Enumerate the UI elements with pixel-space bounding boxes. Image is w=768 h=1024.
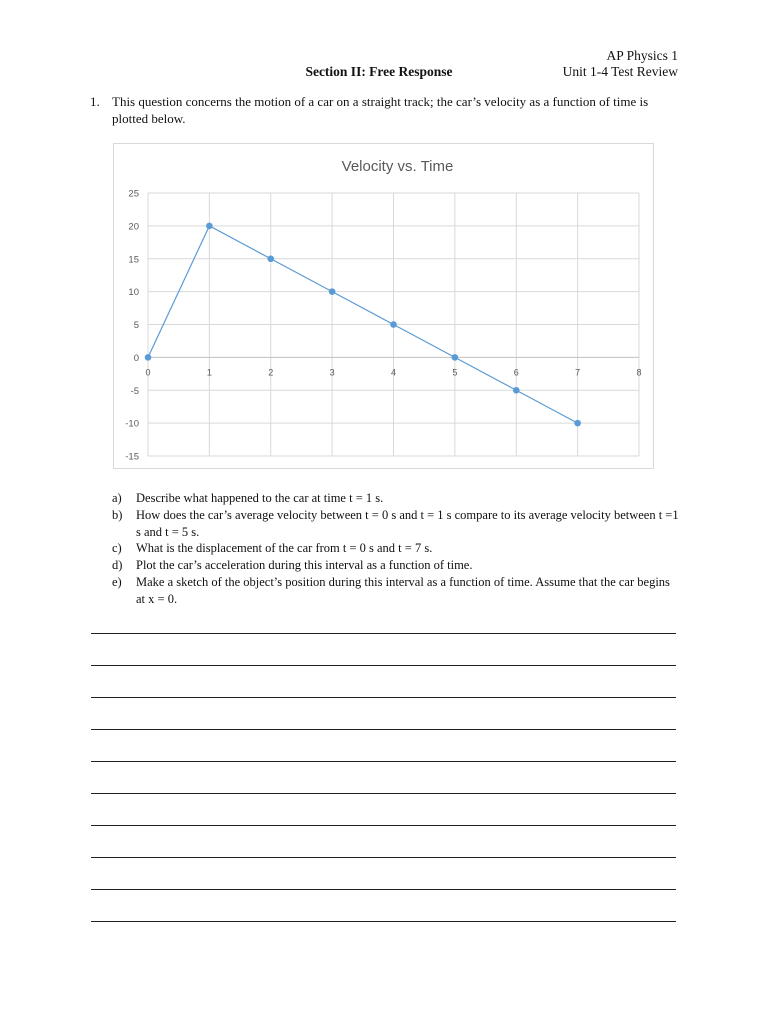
sub-question-text: Plot the car’s acceleration during this interval as a function of time. (136, 558, 473, 573)
sub-question-letter: d) (112, 558, 123, 573)
sub-question-letter: b) (112, 507, 123, 522)
unit-name: Unit 1-4 Test Review (562, 64, 678, 79)
data-point (267, 255, 274, 262)
chart-title: Velocity vs. Time (341, 158, 454, 175)
y-tick-label: 5 (133, 320, 139, 331)
x-tick-label: 6 (513, 367, 519, 378)
answer-line[interactable] (91, 729, 676, 730)
sub-question-text: What is the displacement of the car from t = 0 s and t = 7 s. (136, 541, 433, 556)
x-tick-label: 1 (206, 367, 212, 378)
velocity-chart (113, 143, 654, 469)
y-tick-label: 10 (128, 287, 139, 299)
answer-line[interactable] (91, 889, 676, 890)
answer-line[interactable] (91, 921, 676, 922)
sub-question-2 (112, 507, 682, 541)
sub-question-letter: c) (112, 541, 122, 556)
answer-line[interactable] (91, 697, 676, 698)
sub-question-text: How does the car’s average velocity between t = 0 s and t = 1 s compare to its average velocity between t =1 s and t = 5 s. (136, 507, 679, 539)
sub-question-letter: e) (112, 574, 122, 589)
sub-question-1 (112, 490, 682, 507)
answer-line[interactable] (91, 665, 676, 666)
sub-question-letter: a) (112, 491, 122, 505)
x-tick-label: 4 (390, 367, 397, 378)
y-tick-label: 0 (133, 352, 139, 364)
sub-question-text: Describe what happened to the car at time t = 1 s. (136, 491, 384, 505)
data-point (145, 354, 152, 361)
sub-question-list (112, 490, 682, 608)
y-tick-label: -10 (125, 418, 139, 430)
data-point (574, 420, 581, 427)
sub-question-3 (112, 540, 682, 557)
x-tick-label: 7 (575, 367, 581, 378)
x-tick-label: 3 (329, 367, 335, 378)
sub-question-5 (112, 574, 682, 608)
course-name: AP Physics 1 (606, 48, 678, 63)
data-point (390, 321, 397, 328)
data-point (452, 354, 459, 361)
answer-line[interactable] (91, 761, 676, 762)
y-tick-label: 25 (128, 188, 139, 200)
answer-line[interactable] (91, 633, 676, 634)
answer-line[interactable] (91, 825, 676, 826)
chart-svg (114, 144, 655, 470)
y-tick-label: 20 (128, 221, 139, 233)
data-point (206, 223, 213, 230)
question-text: This question concerns the motion of a car on a straight track; the car’s velocity as a function of time is plotted below. (112, 94, 649, 126)
section-title: Section II: Free Response (305, 64, 453, 79)
x-tick-label: 5 (452, 367, 458, 378)
data-point (329, 288, 336, 295)
x-tick-label: 8 (636, 367, 642, 378)
data-point (513, 387, 520, 394)
y-tick-label: -5 (130, 385, 139, 397)
y-tick-label: 15 (128, 254, 139, 266)
question-number: 1. (90, 94, 100, 109)
x-tick-label: 0 (145, 367, 151, 378)
answer-line[interactable] (91, 793, 676, 794)
answer-line[interactable] (91, 857, 676, 858)
y-tick-label: -15 (125, 451, 139, 463)
x-tick-label: 2 (268, 367, 274, 378)
sub-question-4 (112, 557, 682, 574)
sub-question-text: Make a sketch of the object’s position during this interval as a function of time. Assume that the car begins at x = 0. (136, 574, 670, 606)
